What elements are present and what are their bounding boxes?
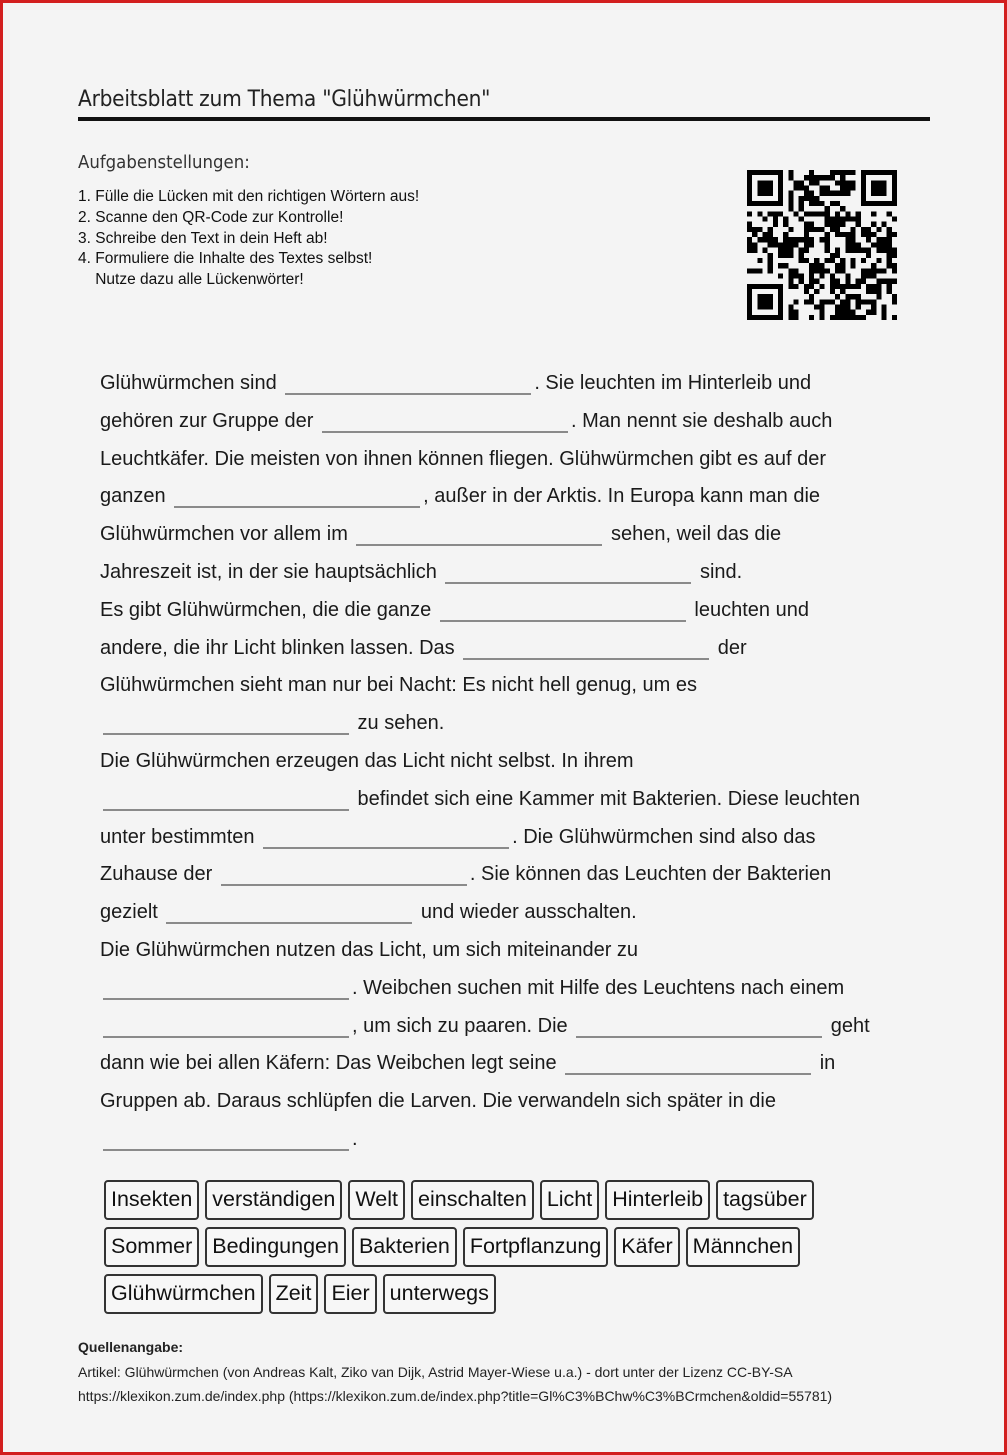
text-segment: sehen, weil das die [605,523,782,546]
text-line [100,819,920,857]
text-segment: . [352,1127,358,1150]
text-line [100,516,920,554]
blank-field[interactable] [463,636,709,660]
blank-field[interactable] [103,711,349,735]
text-line [100,705,920,743]
word-chip[interactable]: Männchen [686,1227,800,1267]
text-segment: , um sich zu paaren. Die [352,1014,574,1037]
text-segment: Jahreszeit ist, in der sie hauptsächlich [100,560,443,583]
word-chip[interactable]: tagsüber [716,1180,814,1220]
title-divider [78,117,930,121]
text-segment: . Die Glühwürmchen sind also das [512,825,816,848]
text-line [100,1121,920,1159]
text-segment: Leuchtkäfer. Die meisten von ihnen können fliegen. Glühwürmchen gibt es auf der [100,447,826,470]
word-bank [104,1180,884,1321]
blank-field[interactable] [174,484,420,508]
text-segment: und wieder ausschalten. [415,901,637,924]
word-chip[interactable]: Hinterleib [605,1180,710,1220]
source-article: Artikel: Glühwürmchen (von Andreas Kalt, Ziko van Dijk, Astrid Mayer-Wiese u.a.) - dort unter der Lizenz CC-BY-SA [78,1363,793,1380]
text-line [100,554,920,592]
text-segment: leuchten und [688,598,809,621]
text-segment: . Sie können das Leuchten der Bakterien [469,863,832,886]
text-segment: Gruppen ab. Daraus schlüpfen die Larven. Die verwandeln sich später in die [100,1090,776,1113]
text-segment: gezielt [100,901,164,924]
blank-field[interactable] [576,1014,822,1038]
text-line [100,743,920,781]
blank-field[interactable] [103,1014,349,1038]
text-segment: . Sie leuchten im Hinterleib und [534,372,812,394]
word-chip[interactable]: Welt [348,1180,405,1220]
text-segment: Die Glühwürmchen erzeugen das Licht nicht selbst. In ihrem [100,749,634,772]
text-segment: ganzen [100,485,172,508]
task-item: 2. Scanne den QR-Code zur Kontrolle! [78,208,344,226]
word-chip[interactable]: Bedingungen [205,1227,346,1267]
text-segment: zu sehen. [352,712,445,735]
task-item: Nutze dazu alle Lückenwörter! [78,271,304,289]
text-segment: geht [825,1014,870,1037]
text-line [100,970,920,1008]
text-line [100,894,920,932]
text-segment: Glühwürmchen vor allem im [100,523,354,546]
word-chip[interactable]: Eier [324,1274,376,1314]
word-bank-row [104,1227,884,1267]
text-segment: Glühwürmchen sieht man nur bei Nacht: Es nicht hell genug, um es [100,674,697,697]
text-line [100,403,920,441]
word-chip[interactable]: Licht [540,1180,599,1220]
blank-field[interactable] [285,371,531,395]
text-segment: unter bestimmten [100,825,261,848]
source-section [78,1335,832,1409]
text-segment: der [712,636,747,659]
blank-field[interactable] [103,1127,349,1151]
blank-field[interactable] [103,787,349,811]
text-segment: . Weibchen suchen mit Hilfe des Leuchtens nach einem [352,976,845,999]
text-line [100,1083,920,1121]
task-item: 1. Fülle die Lücken mit den richtigen Wörtern aus! [78,188,420,205]
text-line [100,667,920,705]
text-segment: andere, die ihr Licht blinken lassen. Das [100,636,461,659]
word-chip[interactable]: Zeit [269,1274,319,1314]
text-segment: dann wie bei allen Käfern: Das Weibchen legt seine [100,1052,563,1075]
word-chip[interactable]: Käfer [614,1227,679,1267]
word-chip[interactable]: unterwegs [383,1274,496,1314]
blank-field[interactable] [356,522,602,546]
task-item: 3. Schreibe den Text in dein Heft ab! [78,229,328,247]
word-chip[interactable]: verständigen [205,1180,342,1220]
blank-field[interactable] [565,1051,811,1075]
word-chip[interactable]: Insekten [104,1180,199,1220]
text-segment: Es gibt Glühwürmchen, die die ganze [100,598,437,621]
source-label: Quellenangabe: [78,1339,184,1355]
text-segment: befindet sich eine Kammer mit Bakterien. Diese leuchten [352,787,861,810]
text-line [100,592,920,630]
word-bank-row [104,1274,884,1314]
text-segment: gehören zur Gruppe der [100,409,320,432]
blank-field[interactable] [440,598,686,622]
cloze-text [100,365,920,1159]
text-line [100,478,920,516]
word-chip[interactable]: einschalten [411,1180,534,1220]
text-line [100,856,920,894]
text-line [100,1008,920,1046]
text-segment: in [814,1052,836,1075]
qr-code-icon[interactable] [747,169,897,321]
word-chip[interactable]: Sommer [104,1227,199,1267]
text-segment: Die Glühwürmchen nutzen das Licht, um sich miteinander zu [100,938,639,961]
task-list [78,187,419,291]
blank-field[interactable] [322,409,568,433]
blank-field[interactable] [103,976,349,1000]
text-segment: Glühwürmchen sind [100,372,283,394]
blank-field[interactable] [263,825,509,849]
text-segment: sind. [694,560,743,583]
tasks-heading: Aufgabenstellungen: [78,152,250,173]
text-segment: . Man nennt sie deshalb auch [571,409,833,432]
text-line [100,781,920,819]
text-segment: , außer in der Arktis. In Europa kann man die [423,485,821,508]
text-line [100,1045,920,1083]
text-line [100,441,920,479]
word-chip[interactable]: Bakterien [352,1227,457,1267]
word-chip[interactable]: Fortpflanzung [463,1227,608,1267]
source-url: https://klexikon.zum.de/index.php (https://klexikon.zum.de/index.php?title=Gl%C3%BChw%C3%BCrmchen&oldid=55781) [78,1388,833,1404]
text-line [100,932,920,970]
page-title: Arbeitsblatt zum Thema "Glühwürmchen" [78,87,491,112]
text-line [100,365,920,403]
text-line [100,630,920,668]
word-chip[interactable]: Glühwürmchen [104,1274,263,1314]
blank-field[interactable] [166,900,412,924]
blank-field[interactable] [445,560,691,584]
blank-field[interactable] [221,862,467,886]
word-bank-row [104,1180,884,1220]
text-segment: Zuhause der [100,863,218,886]
task-item: 4. Formuliere die Inhalte des Textes selbst! [78,250,373,268]
